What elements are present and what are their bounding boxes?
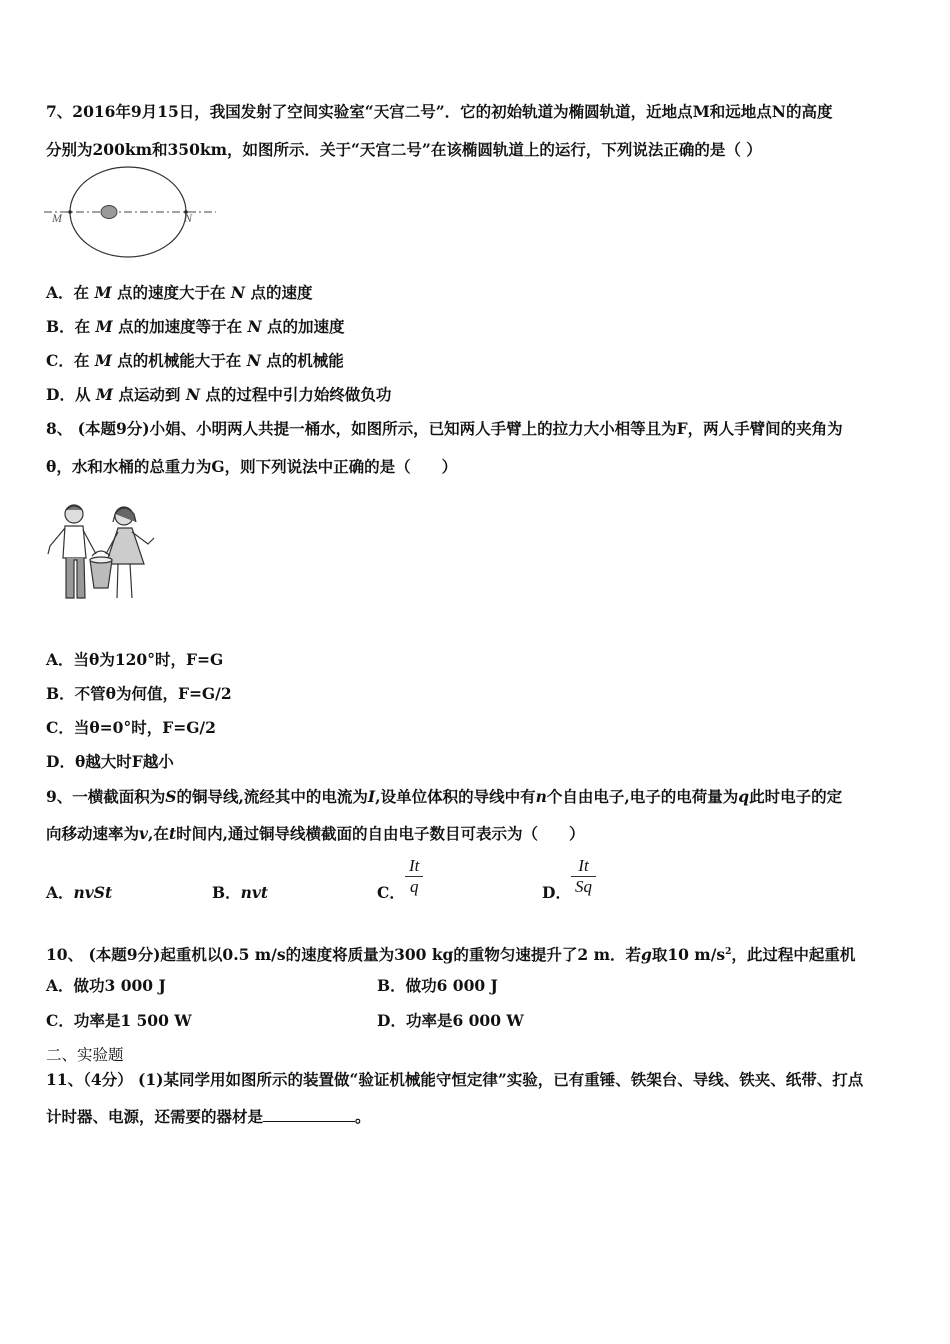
orbit-figure: [44, 164, 224, 262]
fraction-numerator: It: [578, 856, 589, 875]
q11-stem-line1: 11、（4分） (1)某同学用如图所示的装置做“验证机械能守恒定律”实验，已有重锤、铁架台、导线、铁夹、纸带、打点: [46, 1070, 864, 1089]
q9-option-c-fraction: [405, 856, 423, 897]
q9-option-d-label: D．: [542, 883, 571, 902]
q9-option-c-label: C．: [377, 883, 405, 902]
label-m: M: [52, 211, 62, 225]
q7-option-c: C．在 M 点的机械能大于在 N 点的机械能: [46, 351, 344, 370]
fraction-numerator: It: [409, 856, 420, 875]
q7-stem-line2: 分别为200km和350km，如图所示．关于“天宫二号”在该椭圆轨道上的运行，下列说法正确的是（ ）: [46, 140, 762, 159]
fraction-denominator: q: [409, 877, 419, 896]
q8-option-b: B．不管θ为何值，F=G/2: [46, 684, 232, 703]
q8-option-d: D．θ越大时F越小: [46, 752, 174, 771]
q10-option-a: A．做功3 000 J: [46, 976, 166, 995]
children-carrying-bucket-figure: [44, 498, 158, 608]
q10-option-d: D．功率是6 000 W: [377, 1011, 524, 1030]
q8-option-c: C．当θ=0°时，F=G/2: [46, 718, 216, 737]
q9-stem-line1: 9、一横截面积为S的铜导线,流经其中的电流为I,设单位体积的导线中有n个自由电子,电子的电荷量为q此时电子的定: [46, 787, 843, 806]
q7-stem-line1: 7、2016年9月15日，我国发射了空间实验室“天宫二号”．它的初始轨道为椭圆轨道，近地点M和远地点N的高度: [46, 102, 833, 121]
q7-option-d: D．从 M 点运动到 N 点的过程中引力始终做负功: [46, 385, 392, 404]
q10-stem: 10、 (本题9分)起重机以0.5 m/s的速度将质量为300 kg的重物匀速提升了2 m．若g取10 $m/s^2$，此过程中起重机: [46, 945, 856, 965]
q8-stem-line1: 8、 (本题9分)小娟、小明两人共提一桶水，如图所示，已知两人手臂上的拉力大小相等且为F，两人手臂间的夹角为: [46, 419, 843, 438]
q9-option-d-fraction: [571, 856, 596, 897]
q8-stem-line2: θ，水和水桶的总重力为G，则下列说法中正确的是（ ）: [46, 457, 458, 476]
point-m-dot: [68, 210, 72, 214]
q11-stem-line2: 计时器、电源，还需要的器材是 。: [46, 1107, 371, 1126]
q9-stem-line2: 向移动速率为v,在t时间内,通过铜导线横截面的自由电子数目可表示为（ ）: [46, 824, 585, 843]
q7-option-b: B．在 M 点的加速度等于在 N 点的加速度: [46, 317, 345, 336]
fraction-denominator: Sq: [575, 877, 592, 896]
label-n: N: [184, 211, 193, 225]
answer-blank[interactable]: [263, 1107, 355, 1122]
earth-icon: [101, 206, 117, 219]
section-heading: 二、实验题: [46, 1046, 124, 1064]
q7-option-a: A．在 M 点的速度大于在 N 点的速度: [46, 283, 313, 302]
q9-option-a: A．nvSt: [46, 883, 113, 902]
q10-option-c: C．功率是1 500 W: [46, 1011, 192, 1030]
q8-option-a: A．当θ为120°时，F=G: [46, 650, 224, 669]
q10-option-b: B．做功6 000 J: [377, 976, 498, 995]
q9-option-b: B．nvt: [212, 883, 269, 902]
